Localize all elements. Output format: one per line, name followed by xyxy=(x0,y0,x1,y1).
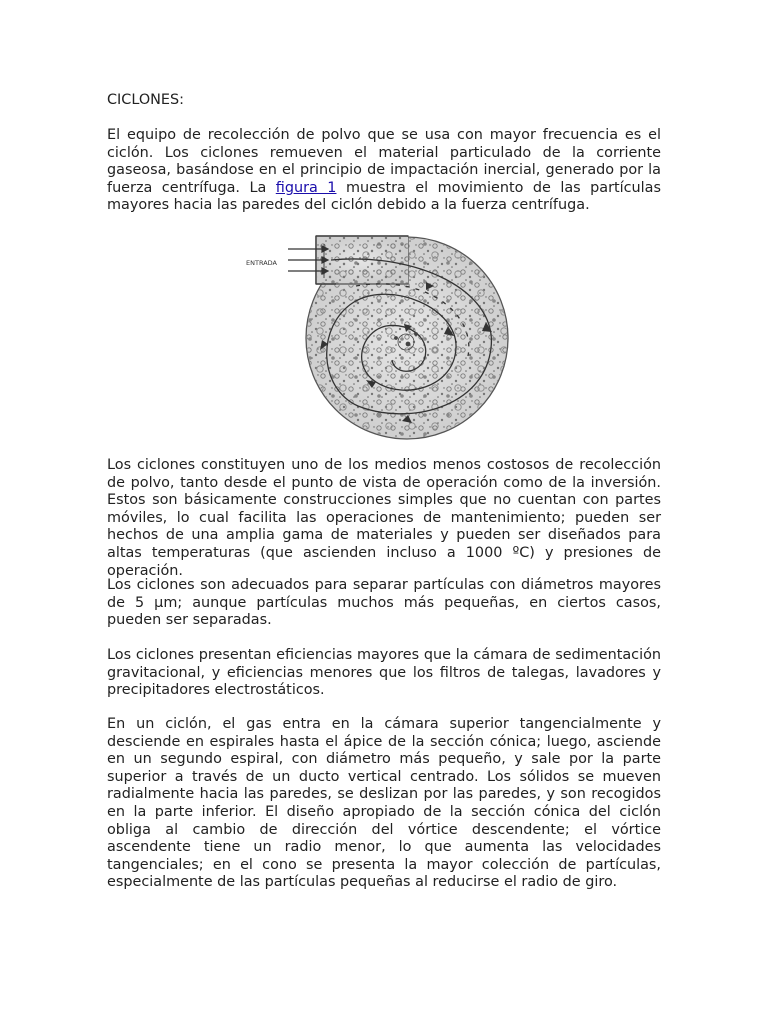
cyclone-diagram xyxy=(236,230,552,442)
section-heading: CICLONES: xyxy=(107,92,185,108)
inlet-label: ENTRADA xyxy=(246,259,277,267)
intro-text-end: muestra el movimiento de las partículas mayores hacia las paredes del ciclón debido a la fuerza centrífuga. xyxy=(107,179,661,214)
intro-paragraph xyxy=(107,127,661,215)
inlet-arrows xyxy=(288,246,328,274)
cyclone-figure xyxy=(236,230,552,442)
intro-text-start: El equipo de recolección de polvo que se usa con mayor frecuencia es el ciclón. Los ciclones remueven el material particulado de la corriente gaseosa, basándose en el principio de impactación inercial, generado por la fuerza centrífuga. La xyxy=(107,127,661,196)
cyclone-body xyxy=(306,236,508,439)
paragraph-efficiency: Los ciclones presentan eficiencias mayores que la cámara de sedimentación gravitacional, y eficiencias menores que los filtros de talegas, lavadores y precipitadores electrostáticos. xyxy=(107,647,661,699)
paragraph-cost: Los ciclones constituyen uno de los medios menos costosos de recolección de polvo, tanto desde el punto de vista de operación como de la inversión. Estos son básicamente construcciones simples que no cuentan con partes móviles, lo cual facilita las operaciones de mantenimiento; pueden ser hechos de una amplia gama de materiales y pueden ser diseñados para altas temperaturas (que ascienden incluso a 1000 ºC) y presiones de operación. xyxy=(107,457,661,579)
figure-1-link[interactable]: figura 1 xyxy=(275,179,337,196)
paragraph-particle-size: Los ciclones son adecuados para separar partículas con diámetros mayores de 5 µm; aunque partículas muchos más pequeñas, en ciertos casos, pueden ser separadas. xyxy=(107,577,661,629)
paragraph-operation: En un ciclón, el gas entra en la cámara superior tangencialmente y desciende en espirales hasta el ápice de la sección cónica; luego, asciende en un segundo espiral, con diámetro más pequeño, y sale por la parte superior a través de un ducto vertical centrado. Los sólidos se mueven radialmente hacia las paredes, se deslizan por las paredes, y son recogidos en la parte inferior. El diseño apropiado de la sección cónica del ciclón obliga al cambio de dirección del vórtice descendente; el vórtice ascendente tiene un radio menor, lo que aumenta las velocidades tangenciales; en el cono se presenta la mayor colección de partículas, especialmente de las partículas pequeñas al reducirse el radio de giro. xyxy=(107,716,661,891)
